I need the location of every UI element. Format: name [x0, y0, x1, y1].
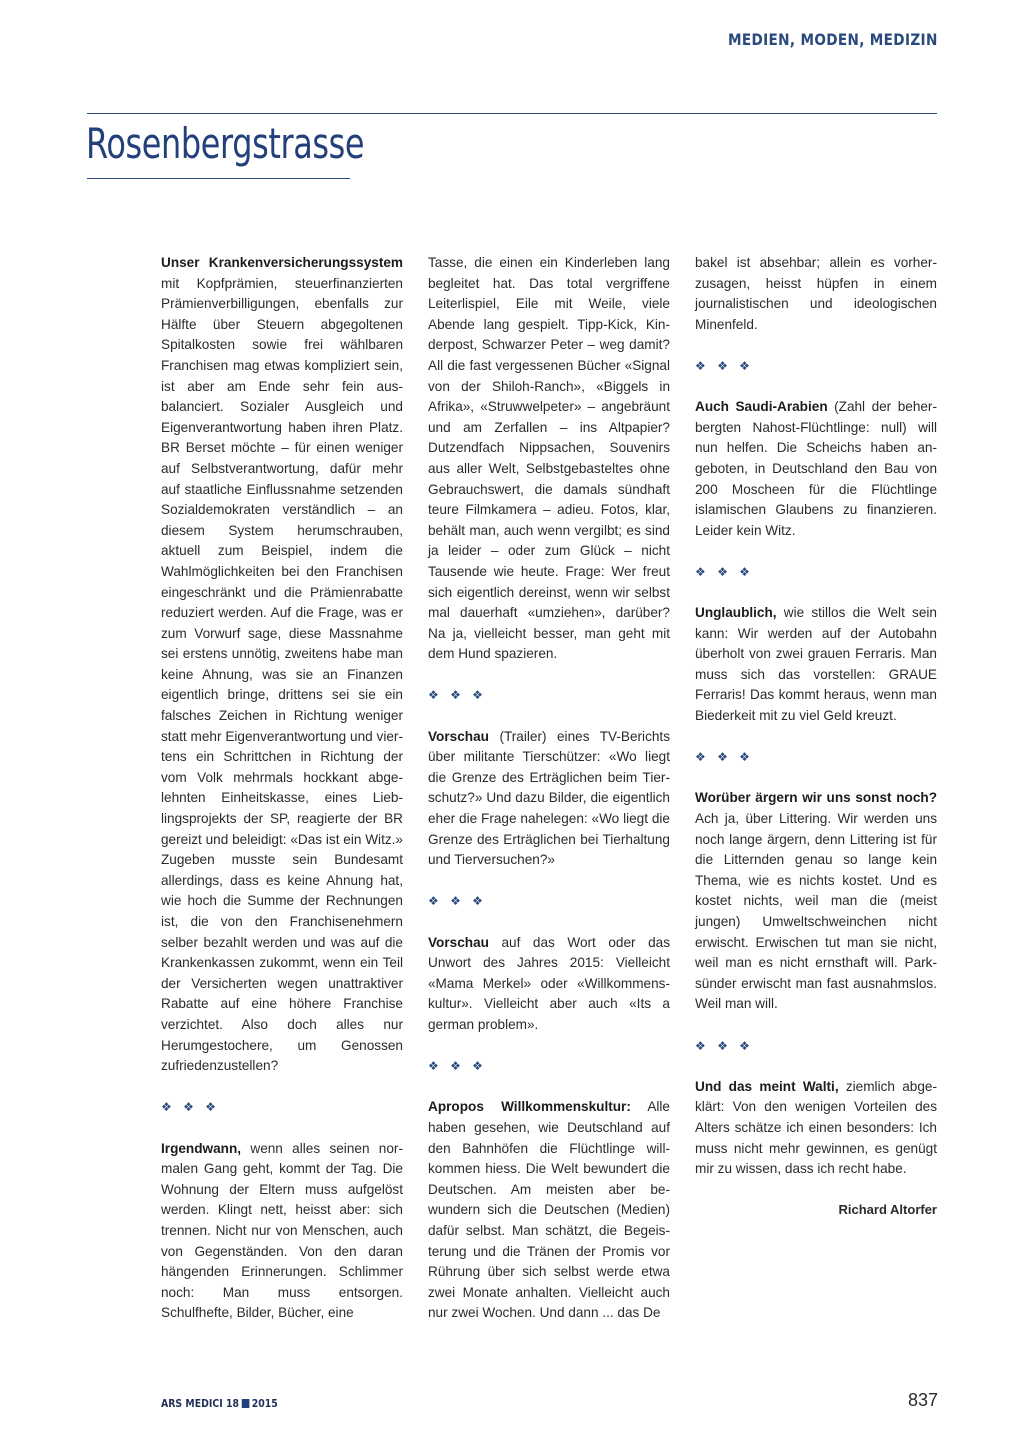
paragraph	[695, 788, 937, 1015]
paragraph-text: (Zahl der beherbergten Nahost-Flüchtlinge: null) will nun helfen. Die Scheichs haben angeboten, in Deutschland den Bau von 200 Moscheen für die Flüchtlinge islamischen Glaubens zu finanzieren. Leider kein Witz.	[695, 399, 937, 538]
author-signature: Richard Altorfer	[838, 1202, 937, 1218]
journal-year: 2015	[251, 1397, 278, 1410]
paragraph	[428, 253, 670, 665]
square-separator-icon	[242, 1399, 250, 1408]
paragraph-text: (Trailer) eines TV-Berichts über militante Tierschützer: «Wo liegt die Grenze des Erträglichen beim Tierschutz?» Und dazu Bilder, die eigentlich eher die Frage nahelegen: «Wo liegt die Grenze des Erträglichen bei Tierhaltung und Tierversuchen?»	[428, 728, 670, 868]
lead-in: Apropos Willkommenskultur:	[428, 1099, 631, 1115]
journal-name: ARS MEDICI 18	[161, 1397, 239, 1410]
separator-diamonds-icon: ❖ ❖ ❖	[695, 564, 754, 579]
paragraph-text: Ach ja, über Littering. Wir werden uns noch lange ärgern, denn Littering ist für die Litternden genau so lange kein Thema, wie es nichts kostet. Und es kostet nichts, weil man die (meist jungen) Umweltschweinchen nicht erwischt. Erwischen tut man sie nicht, weil man es nicht ernsthaft will. Parksünder erwischt man fast ausnahmslos. Weil man will.	[695, 811, 937, 1012]
paragraph	[695, 253, 937, 335]
lead-in: Und das meint Walti,	[695, 1078, 839, 1094]
title-underline	[87, 178, 350, 179]
separator-diamonds-icon: ❖ ❖ ❖	[428, 688, 487, 703]
lead-in: Vorschau	[428, 728, 489, 744]
lead-in: Unser Krankenversicherungssystem	[161, 255, 403, 270]
page-title: Rosenbergstrasse	[86, 119, 365, 168]
paragraph-text: mit Kopfprämien, steuerfinanzierten Prämienverbilligungen, ebenfalls zur Hälfte über Steuern abgegoltenen Spitalkosten sowie frei wählbaren Franchisen mag etwas kompliziert sein, ist aber am Ende sehr fein ausbalanciert. Sozialer Ausgleich und Eigenverantwortung haben ihren Platz. BR Berset möchte – für einen weniger auf Selbstverantwortung, dafür mehr auf staatliche Einflussnahme setzenden Sozialdemokraten verständlich – an diesem System herumschrauben, aktuell zum Beispiel, indem die Wahlmöglichkeiten bei den Franchisen eingeschränkt und die Prämienrabatte reduziert werden. Auf die Frage, was er zum Vorwurf sage, diese Massnahme sei erstens unnötig, zweitens habe man keine Ahnung, was sie an Finanzen eigentlich bringe, drittens sei sie ein falsches Zeichen in Richtung weniger statt mehr Eigenverantwortung und viertens ein Schrittchen in Richtung der vom Volk mehrmals hockkant abgelehnten Einheitskasse, eines Lieblingsprojekts der SP, reagierte der BR gereizt und beleidigt: «Das ist ein Witz.» Zugeben musste sein Bundesamt allerdings, dass es keine Ahnung hat, wie hoch die Summe der Rechnungen ist, die von den Franchisenehmern selber bezahlt werden und was auf die Krankenkassen zukommt, wenn ein Teil der Versicherten wegen unattraktiver Rabatte auf eine höhere Franchise verzichtet. Also doch alles nur Herumgestochere, um Genossen zufriedenzustellen?	[161, 275, 403, 1074]
paragraph-text: bakel ist absehbar; allein es vorherzusagen, heisst hüpfen in einem journalistischen und ideologischen Minenfeld.	[695, 255, 937, 332]
paragraph-text: Tasse, die einen ein Kinderleben lang begleitet hat. Das total vergriffene Leiterlispiel, Eile mit Weile, viele Abende lang gespielt. Tipp-Kick, Kinderpost, Schwarzer Peter – weg damit? All die fast vergessenen Bücher «Signal von der Shiloh-Ranch», «Biggels in Afrika», «Struwwelpeter» – angebräunt und am Zerfallen – ins Altpapier? Dutzendfach Nippsachen, Souvenirs aus aller Welt, Selbstgebasteltes ohne Gebrauchswert, die damals sündhaft teure Filmkamera – adieu. Fotos, klar, behält man, auch wenn vergilbt; es sind ja leider – oder zum Glück – nicht Tausende wie heute. Frage: Wer freut sich eigentlich dereinst, wenn wir selbst mal dauerhaft «umziehen», darüber? Na ja, vielleicht besser, man geht mit dem Hund spazieren.	[428, 255, 670, 662]
paragraph	[161, 1139, 403, 1324]
paragraph	[428, 1097, 670, 1324]
text-column-3	[695, 253, 937, 1221]
text-column-1	[161, 253, 403, 1324]
lead-in: Unglaublich,	[695, 605, 777, 621]
paragraph-text: wenn alles seinen normalen Gang geht, kommt der Tag. Die Wohnung der Eltern muss aufgelöst werden. Klingt nett, heisst aber: sich trennen. Nicht nur von Menschen, auch von Gegenständen. Von den daran hängenden Erinnerungen. Schlimmer noch: Man muss entsorgen. Schulfhefte, Bilder, Bücher, eine	[161, 1140, 403, 1321]
paragraph	[161, 253, 403, 1077]
separator-diamonds-icon: ❖ ❖ ❖	[695, 750, 754, 765]
text-column-2	[428, 253, 670, 1324]
lead-in: Irgendwann,	[161, 1140, 242, 1156]
paragraph-text: wie stillos die Welt sein kann: Wir werden auf der Autobahn überholt von zwei grauen Ferraris. Man muss sich das vorstellen: GRAUE Ferraris! Das kommt heraus, wenn man Biederkeit mit zu viel Geld kreuzt.	[695, 605, 937, 724]
paragraph	[428, 933, 670, 1036]
paragraph-text: ziemlich abgeklärt: Von den wenigen Vorteilen des Alters schätze ich einen besonders: Ich muss nicht mehr gewinnen, es genügt mir zu wissen, dass ich recht habe.	[695, 1078, 937, 1177]
page-number: 837	[907, 1390, 938, 1410]
lead-in: Worüber ärgern wir uns sonst noch?	[695, 790, 937, 806]
paragraph	[428, 727, 670, 871]
paragraph	[695, 603, 937, 727]
footer-journal	[161, 1397, 278, 1410]
section-label: MEDIEN, MODEN, MEDIZIN	[728, 30, 938, 49]
paragraph	[695, 397, 937, 541]
paragraph	[695, 1077, 937, 1180]
paragraph-text: auf das Wort oder das Unwort des Jahres 2015: Vielleicht «Mama Merkel» oder «Willkommenskultur». Vielleicht aber auch «Its a german problem».	[428, 934, 670, 1032]
separator-diamonds-icon: ❖ ❖ ❖	[428, 1059, 487, 1074]
lead-in: Vorschau	[428, 934, 489, 950]
separator-diamonds-icon: ❖ ❖ ❖	[161, 1100, 220, 1115]
paragraph-text: Alle haben gesehen, wie Deutschland auf den Bahnhöfen die Flüchtlinge willkommen hiess. Die Welt bewundert die Deutschen. Am meisten aber bewundern sich die Deutschen (Medien) dafür selbst. Man schätzt, die Begeisterung und die Tränen der Promis vor Rührung über sich selbst werde etwa zwei Monate anhalten. Vielleicht auch nur zwei Wochen. Und dann ... das De	[428, 1099, 670, 1321]
lead-in: Auch Saudi-Arabien	[695, 399, 828, 415]
separator-diamonds-icon: ❖ ❖ ❖	[695, 358, 754, 373]
separator-diamonds-icon: ❖ ❖ ❖	[428, 894, 487, 909]
top-rule	[87, 113, 937, 114]
separator-diamonds-icon: ❖ ❖ ❖	[695, 1038, 754, 1053]
